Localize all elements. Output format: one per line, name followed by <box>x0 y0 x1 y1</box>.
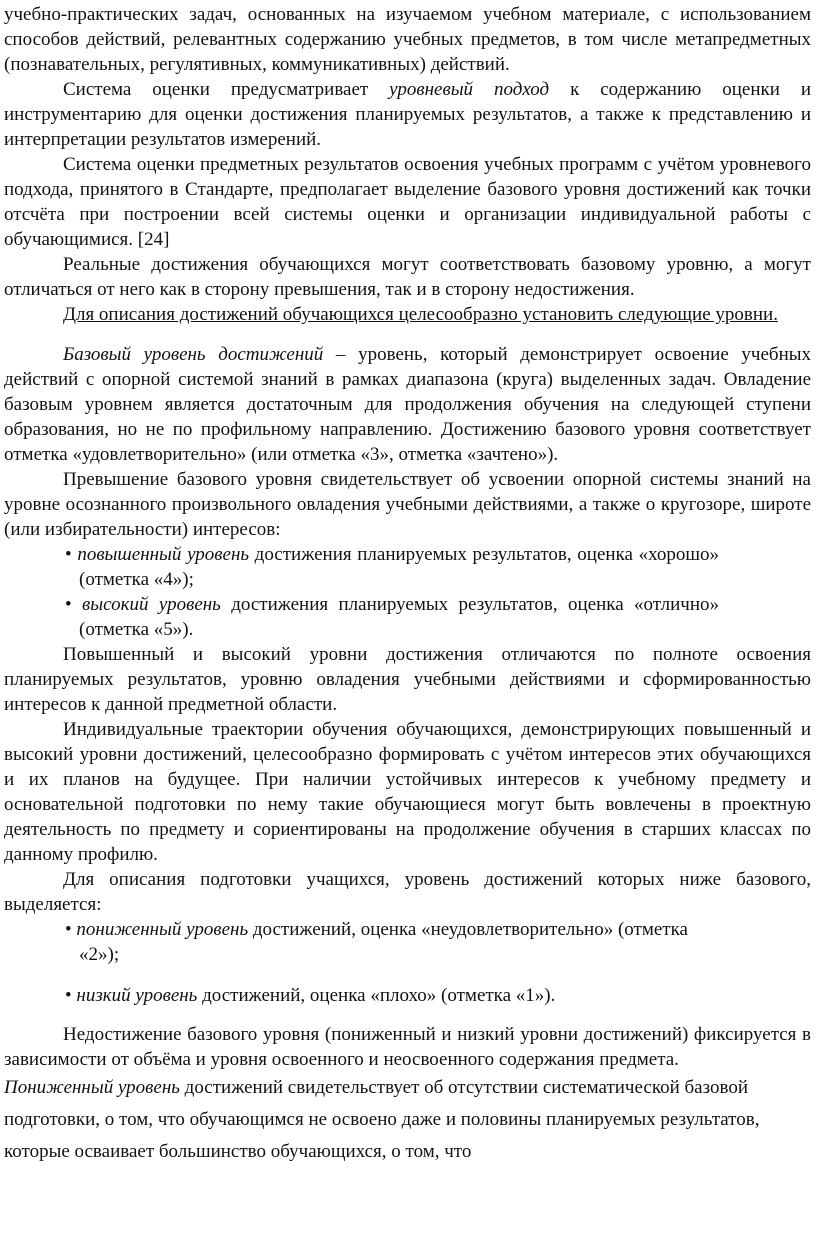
paragraph-1: учебно-практических задач, основанных на изучаемом учебном материале, с использованием способов действий, релевантных содержанию учебных предметов, в том числе метапредметных (познавательных, регулятивных, коммуникативных) действий. <box>4 4 811 75</box>
bullet-low-2-text: достижений, оценка «плохо» (отметка «1»). <box>197 985 556 1006</box>
paragraph-2-emphasis: уровневый подход <box>389 79 550 100</box>
bullet-marker: • <box>65 594 72 615</box>
paragraph-11-text: достижений свидетельствует об отсутствии систематической базовой подготовки, о том, что обучающимся не освоено даже и половины планируемых результатов, которые осваивает большинство обучающихся, о том, что <box>4 1077 760 1162</box>
paragraph-10: Недостижение базового уровня (пониженный и низкий уровни достижений) фиксируется в зависимости от объёма и уровня освоенного и неосвоенного содержания предмета. <box>4 1024 811 1070</box>
bullet-low-1-emphasis: пониженный уровень <box>76 919 249 940</box>
bullet-low-2-emphasis: низкий уровень <box>76 985 198 1006</box>
bullet-low-2 <box>4 983 719 1008</box>
bullet-marker: • <box>65 919 72 940</box>
bullet-high-1-text: достижения планируемых результатов, оценка «хорошо» (отметка «4»); <box>79 544 720 590</box>
paragraph-11-emphasis: Пониженный уровень <box>4 1077 180 1098</box>
bullet-marker: • <box>65 544 72 565</box>
bullet-high-1 <box>4 542 719 592</box>
paragraph-5 <box>4 342 811 467</box>
paragraph-8: Индивидуальные траектории обучения обучающихся, демонстрирующих повышенный и высокий уровни достижений, целесообразно формировать с учётом интересов этих обучающихся и их планов на будущее. При наличии устойчивых интересов к учебному предмету и основательной подготовки по нему такие обучающиеся могут быть вовлечены в проектную деятельность по предмету и сориентированы на продолжение обучения в старших классах по данному профилю. <box>4 719 811 865</box>
bullet-low-1-text: достижений, оценка «неудовлетворительно» (отметка «2»); <box>79 919 688 965</box>
paragraph-5-emphasis: Базовый уровень достижений <box>63 344 324 365</box>
bullet-high-1-emphasis: повышенный уровень <box>77 544 250 565</box>
bullet-high-2-emphasis: высокий уровень <box>82 594 221 615</box>
bullet-high-2-text: достижения планируемых результатов, оценка «отлично» (отметка «5»). <box>79 594 720 640</box>
paragraph-7: Повышенный и высокий уровни достижения отличаются по полноте освоения планируемых результатов, уровню овладения учебными действиями и сформированностью интересов к данной предметной области. <box>4 644 811 715</box>
paragraph-9: Для описания подготовки учащихся, уровень достижений которых ниже базового, выделяется: <box>4 869 811 915</box>
paragraph-2 <box>4 77 811 152</box>
paragraph-2-text-a: Система оценки предусматривает <box>63 79 390 100</box>
bullet-marker: • <box>65 985 72 1006</box>
paragraph-2-text-b: к содержанию оценки и инструментарию для оценки достижения планируемых результатов, а также к представлению и интерпретации результатов измерений. <box>4 79 811 150</box>
paragraph-4: Реальные достижения обучающихся могут соответствовать базовому уровню, а могут отличаться от него как в сторону превышения, так и в сторону недостижения. <box>4 254 811 300</box>
paragraph-5-text: – уровень, который демонстрирует освоение учебных действий с опорной системой знаний в рамках диапазона (круга) выделенных задач. Овладение базовым уровнем является достаточным для продолжения обучения на следующей ступени образования, но не по профильному направлению. Достижению базового уровня соответствует отметка «удовлетворительно» (или отметка «3», отметка «зачтено»). <box>4 344 812 465</box>
paragraph-11 <box>4 1072 811 1168</box>
bullet-low-1 <box>4 917 719 967</box>
underlined-heading-text: Для описания достижений обучающихся целесообразно установить следующие уровни. <box>63 304 778 325</box>
bullet-high-2 <box>4 592 719 642</box>
final-paragraph-block <box>4 1072 811 1168</box>
underlined-heading <box>4 302 811 327</box>
paragraph-3: Система оценки предметных результатов освоения учебных программ с учётом уровневого подхода, принятого в Стандарте, предполагает выделение базового уровня достижений как точки отсчёта при построении всей системы оценки и организации индивидуальной работы с обучающимися. [24] <box>4 154 811 250</box>
paragraph-6: Превышение базового уровня свидетельствует об усвоении опорной системы знаний на уровне осознанного произвольного овладения учебными действиями, а также о кругозоре, широте (или избирательности) интересов: <box>4 469 811 540</box>
